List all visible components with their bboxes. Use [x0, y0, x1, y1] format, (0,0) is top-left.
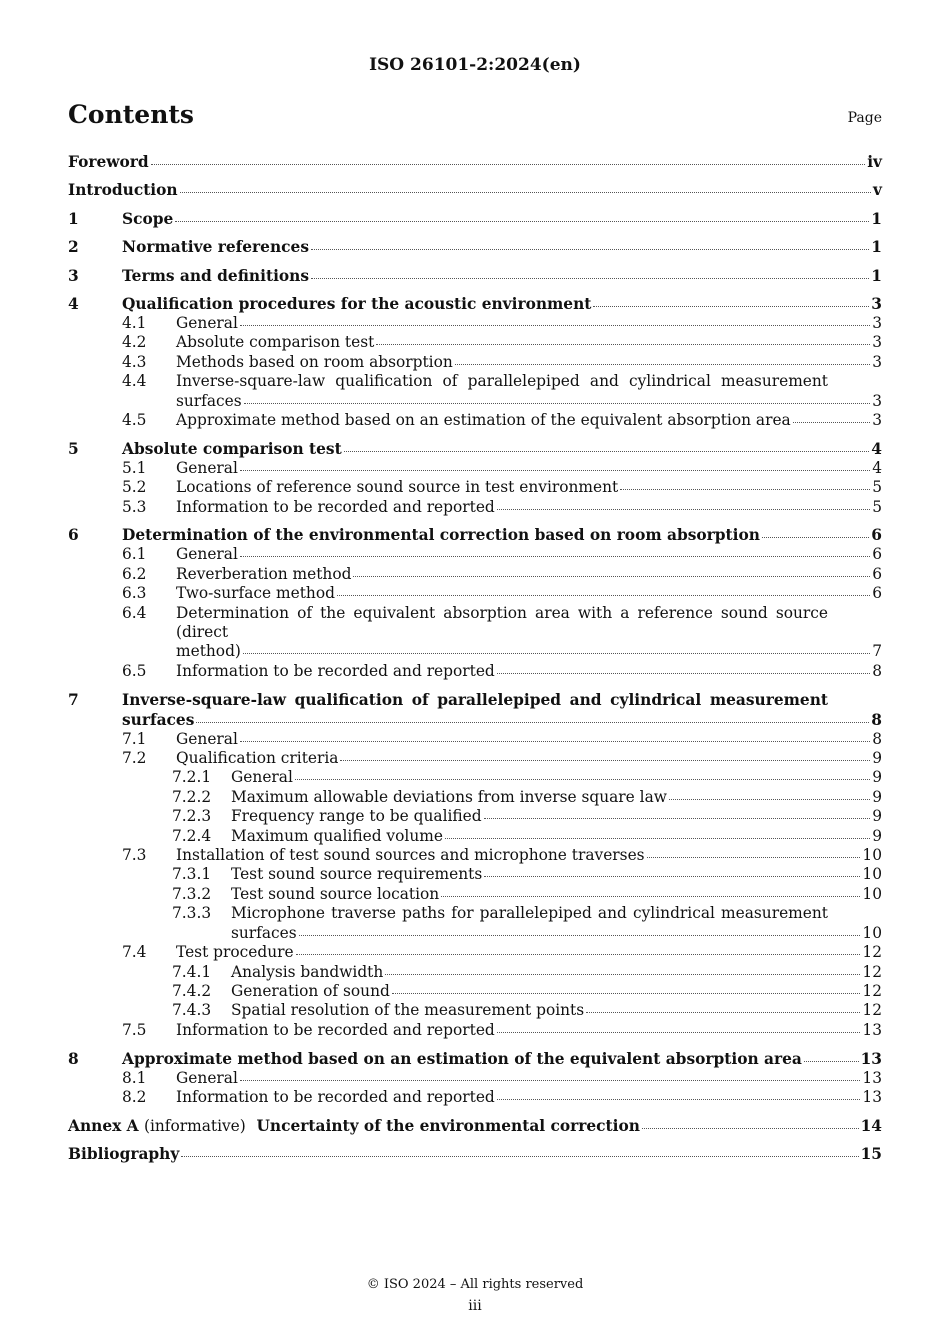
toc-entry-section-7[interactable]	[68, 690, 882, 730]
dot-leader	[762, 536, 869, 538]
toc-page: 8	[872, 729, 882, 748]
dot-leader	[181, 1155, 858, 1157]
toc-title	[68, 1116, 640, 1136]
dot-leader	[180, 191, 871, 193]
toc-page: 6	[871, 526, 882, 545]
dot-leader	[392, 992, 861, 994]
toc-entry-7-2-1[interactable]	[68, 768, 882, 787]
toc-page: 9	[872, 749, 882, 768]
toc-entry-6-2[interactable]	[68, 565, 882, 584]
dot-leader	[455, 363, 870, 365]
toc-number: 4	[68, 294, 79, 313]
toc-page: 12	[862, 981, 882, 1000]
toc-page: 10	[862, 865, 882, 884]
toc-title-line-2: method)	[176, 642, 241, 661]
toc-page: 1	[871, 238, 882, 257]
toc-title: Introduction	[68, 181, 178, 200]
toc-page: 9	[872, 787, 882, 806]
toc-page: 12	[862, 1001, 882, 1020]
toc-page: 1	[871, 266, 882, 285]
toc-entry-7-2-2[interactable]	[68, 788, 882, 807]
toc-page: 12	[862, 943, 882, 962]
toc-title: General	[176, 313, 238, 332]
toc-number: 5	[68, 439, 79, 458]
toc-title: Terms and definitions	[122, 266, 310, 285]
toc-number: 7.2.3	[172, 807, 212, 826]
toc-number: 7.1	[122, 729, 147, 748]
toc-page: 6	[872, 584, 882, 603]
toc-title: General	[176, 458, 238, 477]
toc-entry-section-3[interactable]	[68, 266, 882, 286]
toc-entry-7-4-2[interactable]	[68, 982, 882, 1001]
toc-title: Absolute comparison test	[176, 333, 375, 352]
toc-entry-section-2[interactable]	[68, 237, 882, 257]
toc-number: 5.1	[122, 458, 147, 477]
toc-number: 8	[68, 1049, 79, 1068]
toc-title-line-1: Inverse-square-law qualification of parallelepiped and cylindrical measurement	[176, 372, 828, 391]
toc-number: 7.3.3	[172, 904, 212, 923]
dot-leader	[593, 305, 869, 307]
toc-number: 1	[68, 209, 79, 228]
toc-page: iv	[867, 153, 882, 171]
dot-leader	[647, 856, 861, 858]
dot-leader	[344, 450, 870, 452]
dot-leader	[240, 1079, 861, 1081]
toc-title: Frequency range to be qualified	[231, 807, 482, 826]
dot-leader	[311, 248, 869, 250]
toc-number: 7.5	[122, 1020, 147, 1039]
dot-leader	[497, 508, 870, 510]
toc-page: 9	[872, 807, 882, 826]
toc-number: 7.2.2	[172, 787, 212, 806]
toc-entry-6-5[interactable]	[68, 662, 882, 681]
toc-entry-4-3[interactable]	[68, 353, 882, 372]
toc-title: Methods based on room absorption	[176, 352, 453, 371]
toc-entry-7-4-1[interactable]	[68, 963, 882, 982]
toc-number: 7.3.2	[172, 884, 212, 903]
dot-leader	[385, 973, 860, 975]
toc-entry-foreword[interactable]	[68, 152, 882, 172]
toc-entry-bibliography[interactable]	[68, 1144, 882, 1164]
dot-leader	[484, 817, 871, 819]
toc-title-line-2: surfaces	[231, 923, 297, 942]
toc-title: Information to be recorded and reported	[176, 661, 495, 680]
toc-title: Analysis bandwidth	[231, 962, 384, 981]
toc-title: General	[176, 1068, 238, 1087]
dot-leader	[353, 575, 870, 577]
toc-page: 6	[872, 564, 882, 583]
toc-title: General	[176, 545, 238, 564]
copyright-footer: © ISO 2024 – All rights reserved	[366, 1277, 584, 1292]
toc-title: Qualification criteria	[176, 749, 339, 768]
toc-page: 10	[862, 884, 882, 903]
toc-entry-section-8[interactable]	[68, 1049, 882, 1069]
dot-leader	[296, 953, 861, 955]
toc-entry-5-3[interactable]	[68, 498, 882, 517]
toc-title-line-2: surfaces	[122, 710, 195, 729]
toc-number: 4.1	[122, 313, 147, 332]
toc-title: Approximate method based on an estimation of the equivalent absorption area	[176, 410, 791, 429]
toc-title: Reverberation method	[176, 564, 352, 583]
dot-leader	[793, 421, 870, 423]
toc-number: 7.3.1	[172, 865, 212, 884]
dot-leader	[497, 672, 870, 674]
toc-page: 3	[871, 294, 882, 313]
toc-number: 7.2.1	[172, 768, 212, 787]
toc-title: Test sound source location	[231, 884, 440, 903]
dot-leader	[240, 740, 870, 742]
toc-title: Approximate method based on an estimation of the equivalent absorption area	[122, 1049, 802, 1068]
dot-leader	[243, 652, 870, 654]
toc-page: 13	[862, 1020, 882, 1039]
toc-page: 13	[862, 1068, 882, 1087]
toc-title: Absolute comparison test	[122, 439, 342, 458]
dot-leader	[804, 1060, 859, 1062]
toc-entry-7-4[interactable]	[68, 943, 882, 962]
toc-page: 13	[862, 1087, 882, 1106]
dot-leader	[240, 324, 870, 326]
toc-page: 14	[860, 1116, 882, 1135]
toc-entry-6-4[interactable]	[68, 604, 882, 662]
dot-leader	[240, 555, 870, 557]
toc-page: 3	[872, 391, 882, 410]
toc-number: 6.3	[122, 584, 147, 603]
toc-title: Test procedure	[176, 943, 294, 962]
toc-number: 6.2	[122, 564, 147, 583]
dot-leader	[196, 721, 869, 723]
toc-title: Maximum qualified volume	[231, 826, 443, 845]
dot-leader	[620, 488, 870, 490]
toc-title: Information to be recorded and reported	[176, 497, 495, 516]
toc-entry-6-1[interactable]	[68, 545, 882, 564]
toc-title: Installation of test sound sources and microphone traverses	[176, 846, 645, 865]
toc-title: Determination of the environmental correction based on room absorption	[122, 526, 760, 545]
toc-number: 6.4	[122, 603, 147, 622]
toc-page: 8	[872, 661, 882, 680]
dot-leader	[484, 875, 860, 877]
document-id-header: ISO 26101-2:2024(en)	[369, 55, 581, 75]
toc-page: 10	[862, 846, 882, 865]
toc-number: 8.1	[122, 1068, 147, 1087]
annex-label: Annex A	[68, 1116, 139, 1135]
dot-leader	[497, 1031, 861, 1033]
toc-page: 13	[860, 1049, 882, 1068]
toc-entry-8-2[interactable]	[68, 1088, 882, 1107]
toc-entry-introduction[interactable]	[68, 180, 882, 200]
toc-number: 7	[68, 690, 79, 709]
toc-number: 5.2	[122, 478, 147, 497]
toc-page: 8	[871, 710, 882, 729]
toc-number: 5.3	[122, 497, 147, 516]
toc-page: 12	[862, 962, 882, 981]
dot-leader	[244, 402, 871, 404]
toc-number: 7.4	[122, 943, 147, 962]
toc-title-line-2: surfaces	[176, 391, 242, 410]
dot-leader	[337, 594, 870, 596]
toc-number: 6	[68, 526, 79, 545]
dot-leader	[311, 277, 869, 279]
toc-entry-4-1[interactable]	[68, 314, 882, 333]
dot-leader	[586, 1011, 860, 1013]
toc-page: 4	[871, 439, 882, 458]
toc-page: 7	[872, 642, 882, 661]
toc-entry-5-1[interactable]	[68, 459, 882, 478]
toc-entry-4-5[interactable]	[68, 411, 882, 430]
toc-entry-7-5[interactable]	[68, 1021, 882, 1040]
dot-leader	[340, 759, 870, 761]
toc-title: Bibliography	[68, 1145, 180, 1164]
toc-title: Generation of sound	[231, 981, 390, 1000]
toc-title: Spatial resolution of the measurement points	[231, 1001, 585, 1020]
toc-title: Test sound source requirements	[231, 865, 483, 884]
toc-entry-section-6[interactable]	[68, 525, 882, 545]
toc-page: 9	[872, 826, 882, 845]
contents-title: Contents	[68, 100, 195, 129]
toc-number: 7.4.2	[172, 981, 212, 1000]
toc-title-line-1: Inverse-square-law qualification of parallelepiped and cylindrical measurement	[122, 690, 828, 709]
toc-entry-section-5[interactable]	[68, 439, 882, 459]
dot-leader	[376, 343, 870, 345]
page-column-label: Page	[847, 110, 882, 126]
toc-number: 4.5	[122, 410, 147, 429]
toc-number: 4.3	[122, 352, 147, 371]
toc-number: 3	[68, 266, 79, 285]
toc-title: General	[176, 729, 238, 748]
toc-title-line-1: Determination of the equivalent absorption area with a reference sound source (direct	[176, 603, 828, 642]
toc-number: 8.2	[122, 1087, 147, 1106]
annex-type: (informative)	[143, 1116, 246, 1135]
toc-title: Qualification procedures for the acoustic environment	[122, 294, 592, 313]
dot-leader	[240, 469, 870, 471]
toc-entry-7-3-1[interactable]	[68, 865, 882, 884]
toc-entry-section-1[interactable]	[68, 209, 882, 229]
annex-title: Uncertainty of the environmental correction	[256, 1116, 640, 1135]
toc-entry-annex-a[interactable]	[68, 1116, 882, 1136]
toc-entry-7-2-4[interactable]	[68, 827, 882, 846]
toc-entry-7-3[interactable]	[68, 846, 882, 865]
page-number: iii	[468, 1298, 482, 1314]
toc-page: 10	[862, 923, 882, 942]
toc-entry-8-1[interactable]	[68, 1069, 882, 1088]
toc-title: Locations of reference sound source in test environment	[176, 478, 619, 497]
toc-number: 6.5	[122, 661, 147, 680]
toc-entry-7-4-3[interactable]	[68, 1001, 882, 1020]
toc-page: 3	[872, 410, 882, 429]
toc-page: 5	[872, 478, 882, 497]
toc-entry-7-2[interactable]	[68, 749, 882, 768]
toc-title: Information to be recorded and reported	[176, 1020, 495, 1039]
toc-number: 7.2	[122, 749, 147, 768]
toc-page: 3	[872, 313, 882, 332]
dot-leader	[175, 220, 869, 222]
toc-title-line-1: Microphone traverse paths for parallelepiped and cylindrical measurement	[231, 904, 828, 923]
toc-page: 3	[872, 333, 882, 352]
toc-entry-7-3-3[interactable]	[68, 904, 882, 943]
toc-page: 1	[871, 209, 882, 228]
toc-number: 7.3	[122, 846, 147, 865]
dot-leader	[497, 1098, 861, 1100]
dot-leader	[669, 798, 870, 800]
toc-title: Two-surface method	[176, 584, 335, 603]
toc-page: v	[873, 181, 882, 200]
toc-number: 7.2.4	[172, 826, 212, 845]
toc-number: 7.4.1	[172, 962, 212, 981]
toc-entry-4-2[interactable]	[68, 333, 882, 352]
dot-leader	[441, 895, 860, 897]
toc-title: Normative references	[122, 238, 309, 257]
toc-entry-7-1[interactable]	[68, 730, 882, 749]
toc-entry-7-2-3[interactable]	[68, 807, 882, 826]
toc-entry-6-3[interactable]	[68, 584, 882, 603]
toc-number: 7.4.3	[172, 1001, 212, 1020]
toc-title: Information to be recorded and reported	[176, 1087, 495, 1106]
toc-title: Maximum allowable deviations from inverse square law	[231, 787, 667, 806]
toc-entry-section-4[interactable]	[68, 294, 882, 314]
toc-entry-5-2[interactable]	[68, 478, 882, 497]
toc-page: 4	[872, 458, 882, 477]
toc-number: 4.4	[122, 372, 147, 391]
toc-number: 2	[68, 238, 79, 257]
toc-page: 5	[872, 497, 882, 516]
toc-page: 3	[872, 352, 882, 371]
toc-title: Scope	[122, 209, 174, 228]
toc-title: General	[231, 768, 293, 787]
dot-leader	[151, 163, 866, 165]
dot-leader	[295, 778, 870, 780]
toc-entry-4-4[interactable]	[68, 372, 882, 411]
toc-entry-7-3-2[interactable]	[68, 885, 882, 904]
toc-number: 6.1	[122, 545, 147, 564]
toc-title: Foreword	[68, 153, 149, 171]
dot-leader	[642, 1127, 859, 1129]
toc-page: 9	[872, 768, 882, 787]
toc-page: 15	[860, 1145, 882, 1164]
dot-leader	[299, 934, 861, 936]
toc-page: 6	[872, 545, 882, 564]
toc-number: 4.2	[122, 333, 147, 352]
dot-leader	[445, 837, 870, 839]
table-of-contents	[68, 152, 882, 1164]
